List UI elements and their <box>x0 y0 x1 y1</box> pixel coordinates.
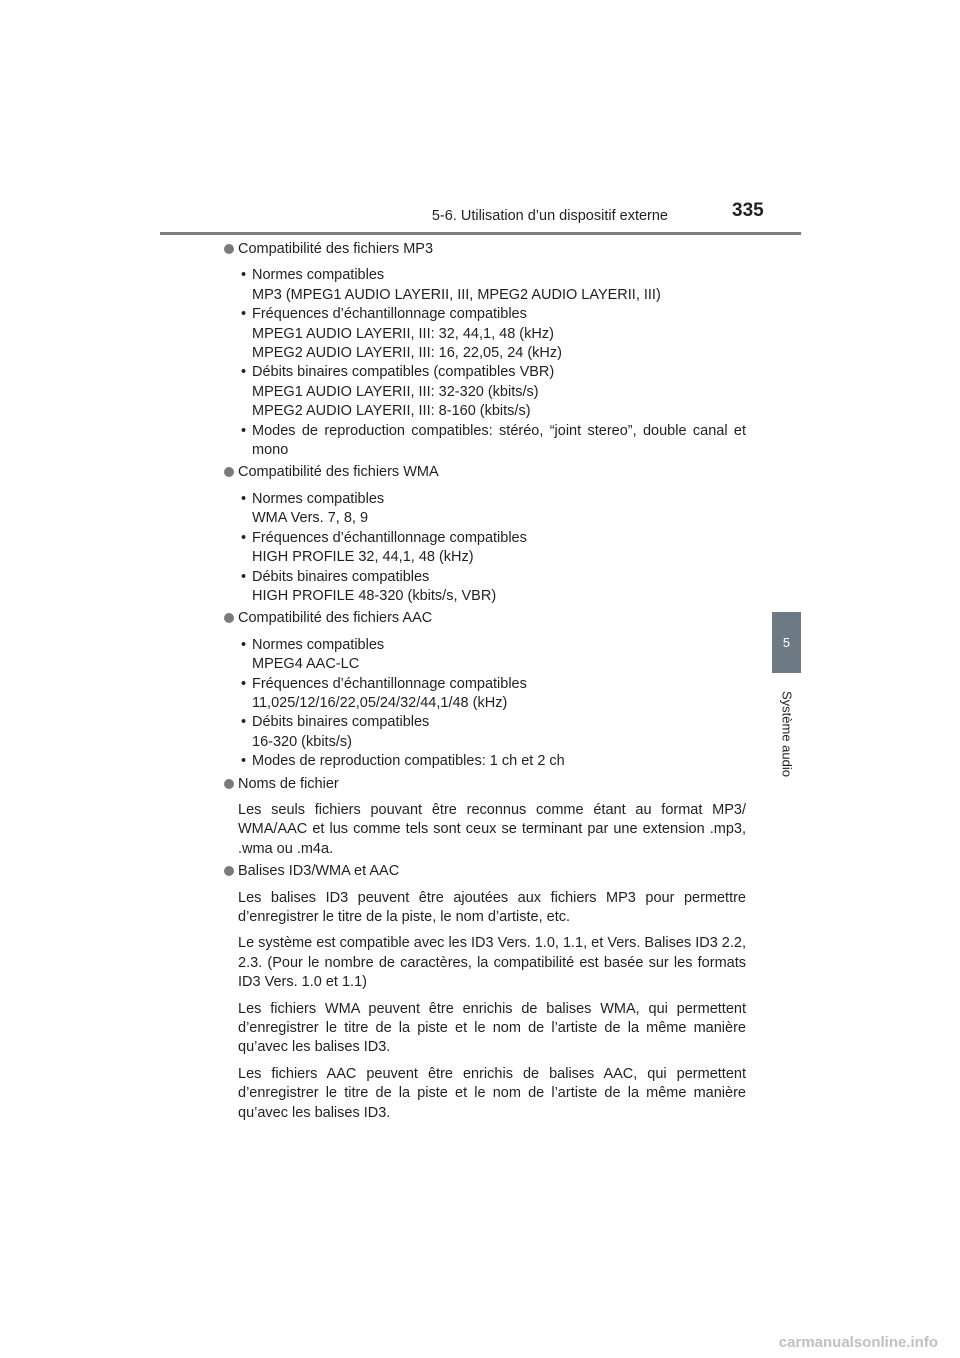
list-item-value: 11,025/12/16/22,05/24/32/44,1/48 (kHz) <box>252 694 508 711</box>
list-item <box>238 529 746 568</box>
spec-list <box>238 490 746 606</box>
bullet-dot-icon <box>224 244 234 254</box>
section-heading-text: Compatibilité des fichiers AAC <box>238 610 433 627</box>
section-heading-text: Compatibilité des fichiers WMA <box>238 464 439 481</box>
list-item <box>238 568 746 607</box>
list-item-value: MPEG2 AUDIO LAYERII, III: 16, 22,05, 24 (kHz) <box>252 345 562 362</box>
page-content <box>224 240 746 1123</box>
section-heading <box>238 862 746 881</box>
section-heading-text: Noms de fichier <box>238 775 339 792</box>
bullet-icon: • <box>241 422 247 439</box>
section-heading <box>238 609 746 628</box>
list-item <box>238 675 746 714</box>
list-item-label: Normes compatibles <box>252 267 385 284</box>
spec-list <box>238 266 746 460</box>
list-item <box>238 713 746 752</box>
list-item-value: MPEG1 AUDIO LAYERII, III: 32-320 (kbits/s) <box>252 383 539 400</box>
content-section <box>224 609 746 771</box>
list-item <box>238 752 746 771</box>
spec-list <box>238 636 746 772</box>
list-item-value: HIGH PROFILE 48-320 (kbits/s, VBR) <box>252 587 497 604</box>
list-item-label: Débits binaires compatibles (compatibles VBR) <box>252 364 555 381</box>
chapter-number: 5 <box>782 635 791 650</box>
section-heading-text: Compatibilité des fichiers MP3 <box>238 241 434 257</box>
list-item-label: Débits binaires compatibles <box>252 568 430 585</box>
content-section <box>224 240 746 460</box>
bullet-icon: • <box>241 267 247 284</box>
section-heading <box>238 463 746 482</box>
bullet-dot-icon <box>224 779 234 789</box>
bullet-dot-icon <box>224 613 234 623</box>
bullet-icon: • <box>241 714 247 731</box>
page-header <box>0 196 960 236</box>
content-section <box>224 463 746 606</box>
list-item-label: Fréquences d’échantillonnage compatibles <box>252 529 527 546</box>
list-item-label: Fréquences d’échantillonnage compatibles <box>252 675 527 692</box>
bullet-icon: • <box>241 636 247 653</box>
content-section <box>224 775 746 860</box>
section-heading <box>238 775 746 794</box>
section-heading <box>238 240 746 259</box>
list-item-label: Modes de reproduction compatibles: stéréo, “joint stereo”, double canal et mono <box>252 422 746 459</box>
chapter-title: Système audio <box>779 691 794 777</box>
list-item-value: MP3 (MPEG1 AUDIO LAYERII, III, MPEG2 AUDIO LAYERII, III) <box>252 286 661 303</box>
list-item-label: Débits binaires compatibles <box>252 714 430 731</box>
list-item-value: WMA Vers. 7, 8, 9 <box>252 510 369 527</box>
list-item <box>238 636 746 675</box>
body-paragraph: Les fichiers WMA peuvent être enrichis de balises WMA, qui permettent d’enregistrer le titre de la piste et le nom de l’artiste de la même manière qu’avec les balises ID3. <box>238 1000 746 1056</box>
section-title: 5-6. Utilisation d’un dispositif externe <box>431 208 668 224</box>
section-heading-text: Balises ID3/WMA et AAC <box>238 863 400 880</box>
watermark: carmanualsonline.info <box>778 1334 938 1351</box>
header-divider <box>160 232 801 235</box>
list-item-label: Normes compatibles <box>252 490 385 507</box>
page-number: 335 <box>732 200 764 221</box>
bullet-icon: • <box>241 568 247 585</box>
bullet-icon: • <box>241 306 247 323</box>
body-paragraph: Le système est compatible avec les ID3 Vers. 1.0, 1.1, et Vers. Balises ID3 2.2, 2.3. (Pour le nombre de caractères, la compatibilité est basée sur les formats ID3 Vers. 1.0 et 1.1) <box>238 935 746 991</box>
body-paragraph: Les seuls fichiers pouvant être reconnus comme étant au format MP3/ WMA/AAC et lus comme tels sont ceux se terminant par une extension .mp3, .wma ou .m4a. <box>238 801 746 857</box>
list-item-label: Normes compatibles <box>252 636 385 653</box>
content-section <box>224 862 746 1123</box>
list-item-value: HIGH PROFILE 32, 44,1, 48 (kHz) <box>252 549 474 566</box>
bullet-dot-icon <box>224 467 234 477</box>
list-item <box>238 363 746 421</box>
bullet-icon: • <box>241 490 247 507</box>
list-item-value: 16-320 (kbits/s) <box>252 733 352 750</box>
bullet-icon: • <box>241 753 247 770</box>
list-item-label: Modes de reproduction compatibles: 1 ch et 2 ch <box>252 753 565 770</box>
bullet-icon: • <box>241 364 247 381</box>
body-paragraph: Les fichiers AAC peuvent être enrichis de balises AAC, qui permettent d’enregistrer le titre de la piste et le nom de l’artiste de la même manière qu’avec les balises ID3. <box>238 1065 746 1121</box>
list-item <box>238 266 746 305</box>
list-item <box>238 422 746 461</box>
list-item-label: Fréquences d’échantillonnage compatibles <box>252 306 527 323</box>
list-item-value: MPEG2 AUDIO LAYERII, III: 8-160 (kbits/s) <box>252 403 531 420</box>
chapter-label-container <box>772 684 801 784</box>
bullet-icon: • <box>241 529 247 546</box>
list-item-value: MPEG1 AUDIO LAYERII, III: 32, 44,1, 48 (kHz) <box>252 325 554 342</box>
list-item <box>238 490 746 529</box>
list-item-value: MPEG4 AAC-LC <box>252 656 360 673</box>
bullet-dot-icon <box>224 866 234 876</box>
chapter-tab <box>772 612 801 673</box>
body-paragraph: Les balises ID3 peuvent être ajoutées aux fichiers MP3 pour permettre d’enregistrer le titre de la piste, le nom d’artiste, etc. <box>238 889 746 925</box>
list-item <box>238 305 746 363</box>
bullet-icon: • <box>241 675 247 692</box>
